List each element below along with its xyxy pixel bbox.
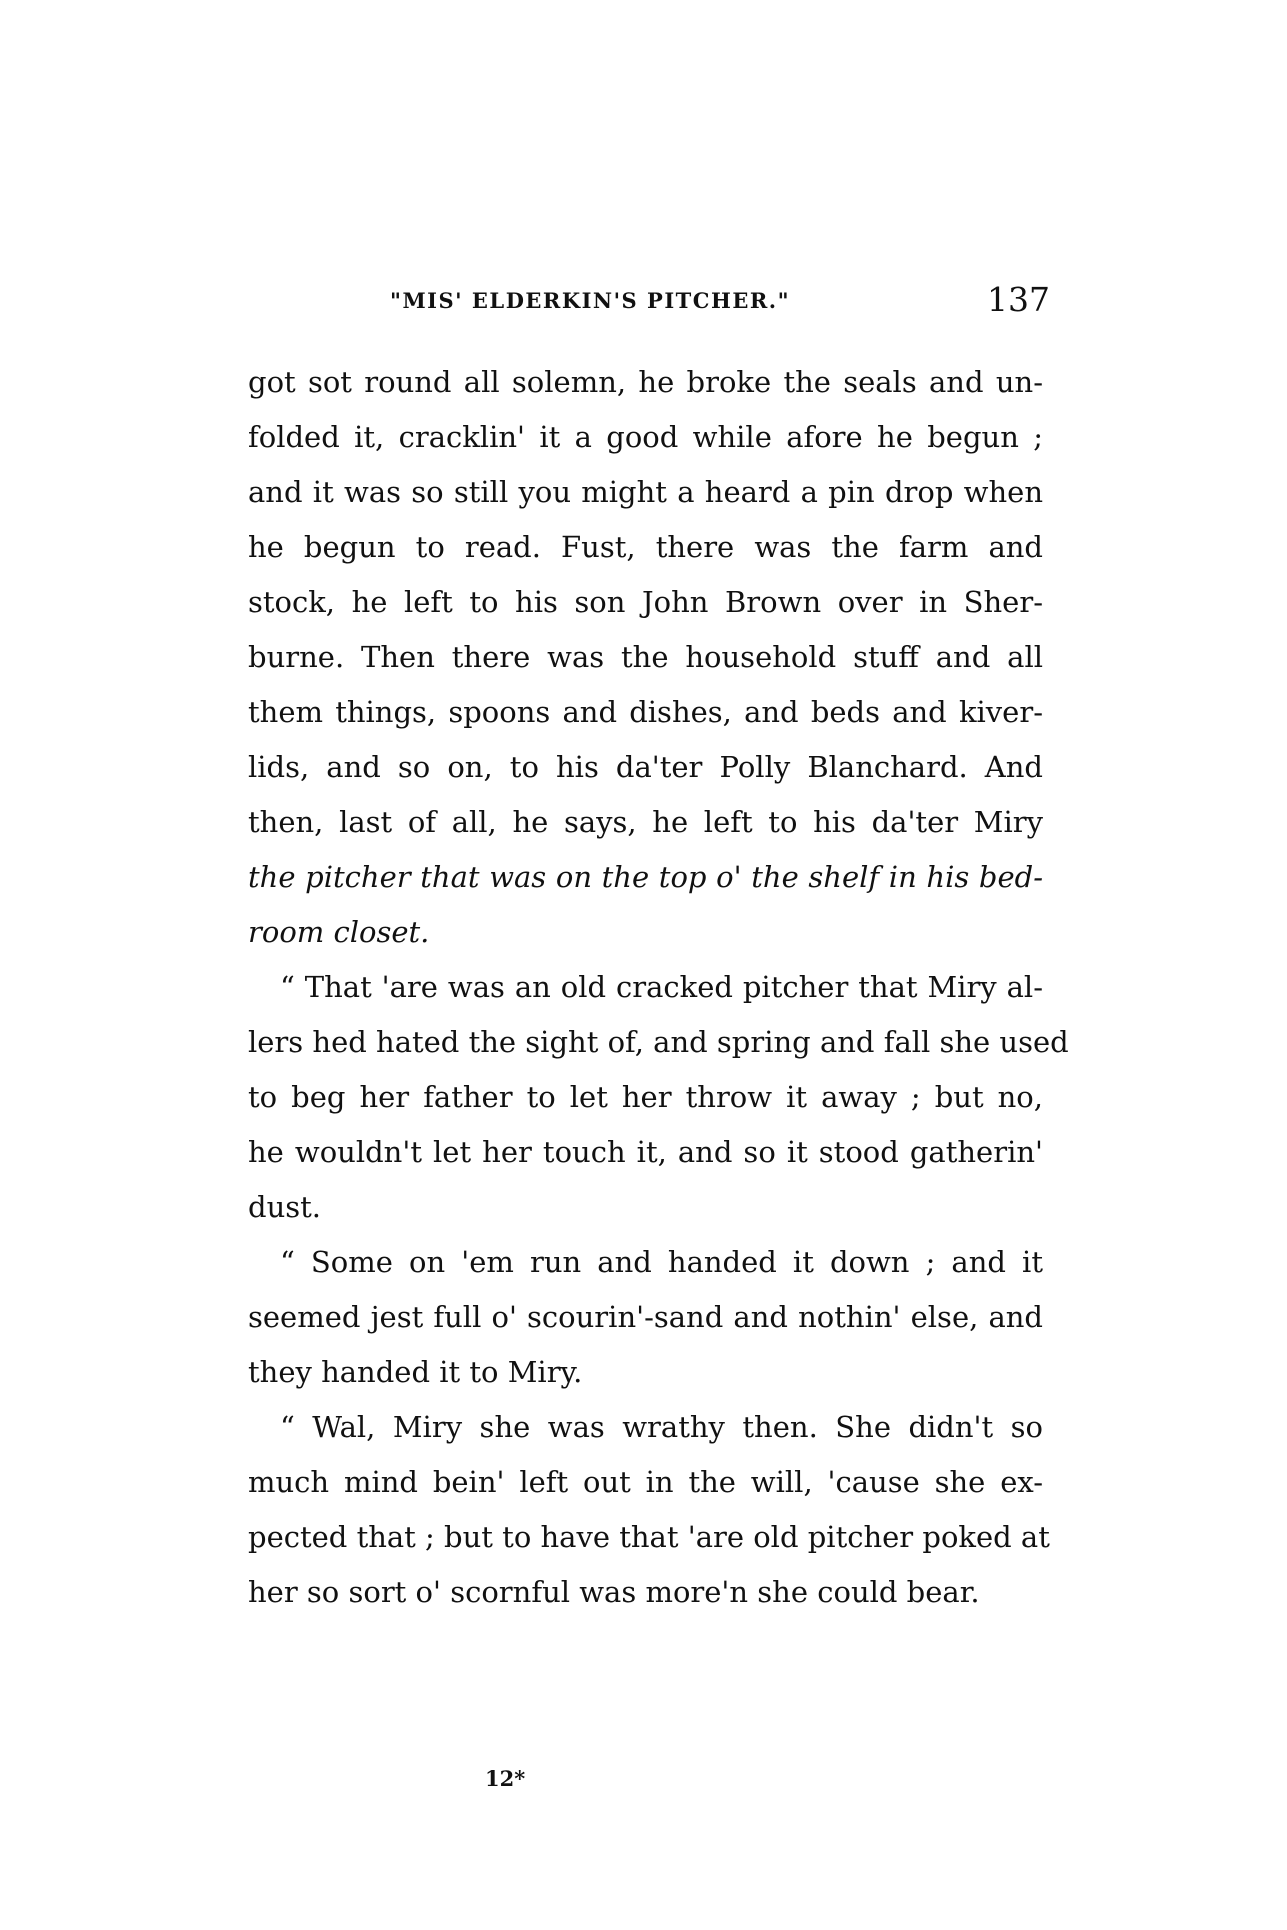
text-line: dust.	[248, 1190, 321, 1224]
body-text	[248, 355, 1069, 1620]
text-line: to beg her father to let her throw it away ; but no,	[248, 1080, 1043, 1114]
text-line: much mind bein' left out in the will, 'cause she ex-	[248, 1465, 1043, 1499]
text-line: folded it, cracklin' it a good while afore he begun ;	[248, 420, 1043, 454]
page-number: 137	[987, 280, 1050, 319]
text-line: them things, spoons and dishes, and beds and kiver-	[248, 695, 1043, 729]
text-line: he begun to read. Fust, there was the farm and	[248, 530, 1043, 564]
text-line: burne. Then there was the household stuff and all	[248, 640, 1043, 674]
running-head: "MIS' ELDERKIN'S PITCHER."	[390, 288, 791, 313]
paragraph	[248, 1400, 1050, 1620]
text-line: room closet.	[248, 915, 430, 949]
signature-mark: 12*	[485, 1766, 526, 1791]
text-line: lids, and so on, to his da'ter Polly Blanchard. And	[248, 750, 1043, 784]
text-line: “ Some on 'em run and handed it down ; and it	[280, 1245, 1043, 1279]
text-line: then, last of all, he says, he left to his da'ter Miry	[248, 805, 1043, 839]
text-line: “ Wal, Miry she was wrathy then. She didn't so	[280, 1410, 1043, 1444]
text-line: and it was so still you might a heard a pin drop when	[248, 475, 1043, 509]
text-line: “ That 'are was an old cracked pitcher that Miry al-	[280, 970, 1043, 1004]
text-line: got sot round all solemn, he broke the seals and un-	[248, 365, 1043, 399]
text-line: her so sort o' scornful was more'n she could bear.	[248, 1575, 980, 1609]
page-header	[390, 280, 1050, 330]
text-line: seemed jest full o' scourin'-sand and nothin' else, and	[248, 1300, 1043, 1334]
text-line: the pitcher that was on the top o' the shelf in his bed-	[248, 860, 1043, 894]
text-line: they handed it to Miry.	[248, 1355, 583, 1389]
paragraph	[248, 1235, 1043, 1400]
text-line: stock, he left to his son John Brown over in Sher-	[248, 585, 1043, 619]
paragraph	[248, 960, 1069, 1235]
paragraph	[248, 355, 1043, 960]
text-line: he wouldn't let her touch it, and so it stood gatherin'	[248, 1135, 1043, 1169]
text-line: lers hed hated the sight of, and spring and fall she used	[248, 1025, 1069, 1059]
text-line: pected that ; but to have that 'are old pitcher poked at	[248, 1520, 1050, 1554]
